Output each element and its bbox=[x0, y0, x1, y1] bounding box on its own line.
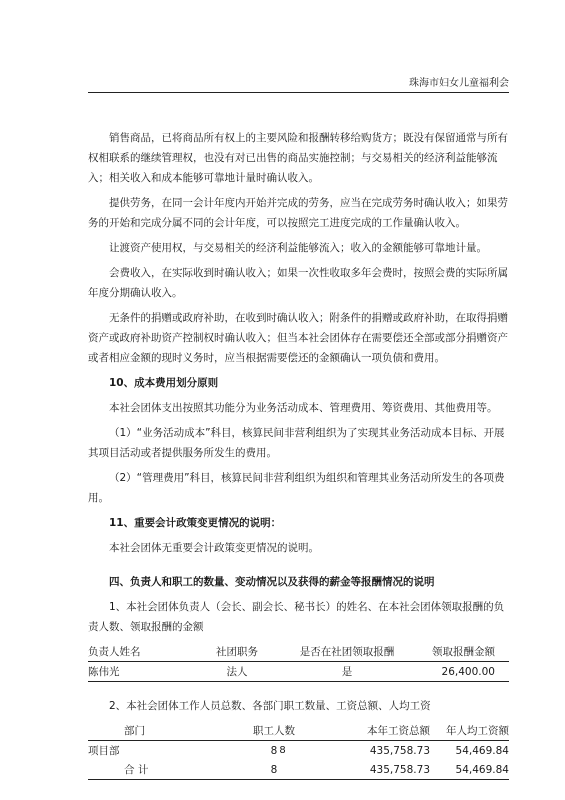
table-header-row bbox=[88, 721, 509, 741]
paragraph-admin-expense: （2）“管理费用”科目，核算民间非营利组织为组织和管理其业务活动所发生的各项费用。 bbox=[88, 472, 505, 504]
section-four-intro-2: 2、本社会团体工作人员总数、各部门职工数量、工资总额、人均工资 bbox=[109, 700, 431, 712]
column-header: 本年工资总额 bbox=[320, 721, 430, 741]
table-total-row bbox=[88, 760, 509, 780]
paragraph-service-revenue: 提供劳务，在同一会计年度内开始并完成的劳务，应当在完成劳务时确认收入；如果劳务的开始和完成分属不同的会计年度，可以按照完工进度完成的工作量确认收入。 bbox=[88, 197, 508, 229]
paragraph-sales-revenue: 销售商品，已将商品所有权上的主要风险和报酬转移给购货方；既没有保留通常与所有权相联系的继续管理权，也没有对已出售的商品实施控制；与交易相关的经济利益能够流入；相关收入和成本能够可靠地计量时确认收入。 bbox=[88, 132, 508, 184]
table-cell: 54,469.84 bbox=[430, 760, 509, 780]
paragraph-asset-use-revenue: 让渡资产使用权，与交易相关的经济利益能够流入；收入的金额能够可靠地计量。 bbox=[109, 242, 487, 254]
heading-policy-change: 11、重要会计政策变更情况的说明： bbox=[109, 517, 282, 529]
column-header: 领取报酬金额 bbox=[412, 642, 509, 662]
column-header: 职工人数 bbox=[228, 721, 320, 741]
table-cell: 法人 bbox=[192, 662, 282, 682]
column-header: 负责人姓名 bbox=[88, 642, 192, 662]
paragraph-policy-change: 本社会团体无重要会计政策变更情况的说明。 bbox=[109, 542, 319, 554]
table-cell: 26,400.00 bbox=[412, 662, 509, 682]
section-four-intro-1: 1、本社会团体负责人（会长、副会长、秘书长）的姓名、在本社会团体领取报酬的负责人数、领取报酬的金额 bbox=[88, 601, 505, 633]
header-organization: 珠海市妇女儿童福利会 bbox=[409, 78, 509, 89]
table-cell: 是 bbox=[282, 662, 412, 682]
column-header: 社团职务 bbox=[192, 642, 282, 662]
column-header: 部门 bbox=[88, 721, 228, 741]
paragraph-donation: 无条件的捐赠或政府补助，在收到时确认收入；附条件的捐赠或政府补助，在取得捐赠资产或政府补助资产控制权时确认收入；但当本社会团体存在需要偿还全部或部分捐赠资产或者相应金额的现时义务时，应当根据需要偿还的金额确认一项负债和费用。 bbox=[88, 312, 508, 364]
table-cell: 8 bbox=[228, 760, 320, 780]
table-cell: 435,758.73 bbox=[369, 744, 430, 757]
paragraph-cost-categories: 本社会团体支出按照其功能分为业务活动成本、管理费用、筹资费用、其他费用等。 bbox=[109, 402, 498, 414]
document-body bbox=[88, 128, 509, 780]
table-cell: 项目部 bbox=[88, 745, 120, 757]
table-cell: 合 计 bbox=[88, 760, 228, 780]
paragraph-business-cost: （1）“业务活动成本”科目，核算民间非营利组织为了实现其业务活动成本目标、开展其项目活动或者提供服务所发生的费用。 bbox=[88, 427, 505, 459]
table-cell: 54,469.84 bbox=[455, 744, 509, 757]
table-header-row bbox=[88, 642, 509, 662]
heading-cost-principle: 10、成本费用划分原则 bbox=[109, 377, 219, 389]
page-number: 8 bbox=[279, 745, 286, 756]
section-four-title: 四、负责人和职工的数量、变动情况以及获得的薪金等报酬情况的说明 bbox=[109, 576, 435, 588]
table-cell: 陈伟光 bbox=[88, 662, 192, 682]
column-header: 是否在社团领取报酬 bbox=[282, 642, 412, 662]
column-header: 年人均工资额 bbox=[430, 721, 509, 741]
paragraph-membership-fee: 会费收入，在实际收到时确认收入；如果一次性收取多年会费时，按照会费的实际所属年度分期确认收入。 bbox=[88, 267, 508, 299]
responsible-person-table bbox=[88, 642, 509, 682]
header-rule bbox=[88, 92, 509, 93]
table-cell: 435,758.73 bbox=[320, 760, 430, 780]
table-row bbox=[88, 662, 509, 682]
table-cell: 8 bbox=[270, 744, 278, 757]
